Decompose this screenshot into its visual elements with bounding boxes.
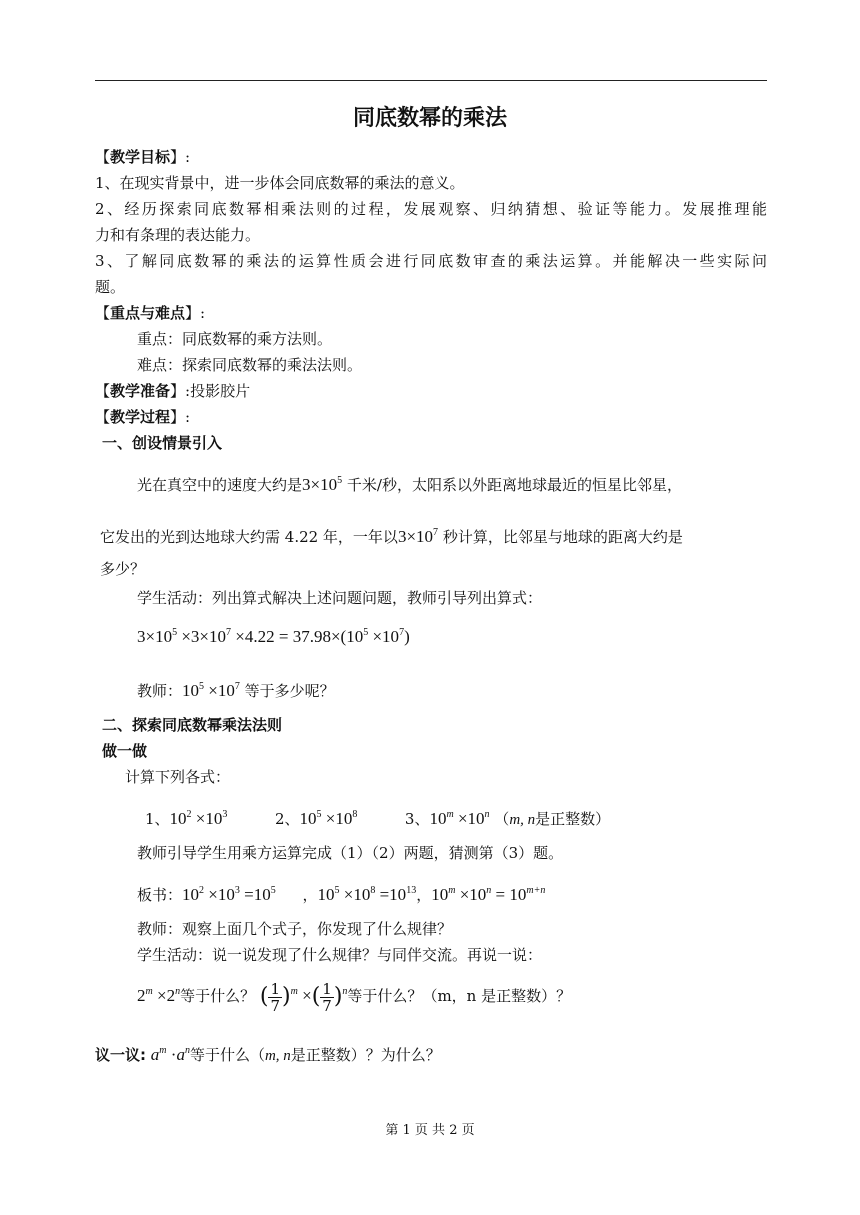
distance-equation: $3\times 10^5 \times 3\times 10^7 \times 4.22 = 37.98\times(10^5 \times 10^7)$ (137, 627, 410, 646)
board-work: 板书：$10^2 \times 10^3 =10^5$ ，$10^5 \times 10^8 =10^{13}$，$10^m \times 10^n = 10^{m+n}$ (137, 885, 546, 904)
page-title: 同底数幂的乘法 (352, 106, 507, 131)
intro-line-3: 多少？ (100, 560, 146, 578)
teacher-question-2: 教师：观察上面几个式子，你发现了什么规律？ (137, 920, 453, 938)
do-title: 做一做 (102, 742, 148, 760)
prep-line: 【教学准备】:投影胶片 (95, 382, 251, 400)
year-expr: $3\times 10^7$ (397, 527, 439, 546)
exercises: 1、$10^2 \times 10^3$ 2、$10^5 \times 10^8$ 3、$10^m \times 10^n$ （m, n是正整数） (145, 809, 611, 828)
difficult-point: 难点：探索同底数幂的乘法法则。 (137, 356, 363, 374)
discuss-line: 议一议: $a^m \cdot a^n$等于什么（m, n是正整数）？为什么？ (95, 1045, 441, 1064)
speed-expr: $3\times 10^5$ (302, 475, 343, 494)
key-point: 重点：同底数幂的乘方法则。 (137, 330, 333, 348)
prep-value: 投影胶片 (190, 382, 251, 400)
goal-2-line-1: 2、经历探索同底数幂相乘法则的过程，发展观察、归纳猜想、验证等能力。发展推理能 (95, 200, 767, 218)
section-1-title: 一、创设情景引入 (102, 434, 223, 452)
goal-1: 1、在现实背景中，进一步体会同底数幂的乘法的意义。 (95, 174, 465, 192)
teacher-guide: 教师引导学生用乘方运算完成（1）（2）两题，猜测第（3）题。 (137, 844, 564, 862)
goal-2-line-2: 力和有条理的表达能力。 (95, 226, 261, 244)
student-activity-2: 学生活动：说一说发现了什么规律？与同伴交流。再说一说： (137, 946, 543, 964)
power-questions: $2^m \times 2^n$等于什么？ ( $\frac{1}{7}$ )$^m$ ×( $\frac{1}{7}$ )$^n$等于什么？（m，n 是正整数）？ (137, 979, 572, 1015)
teacher-question-1: 教师：$10^5 \times 10^7$ 等于多少呢？ (137, 681, 335, 700)
header-rule (95, 80, 767, 81)
goals-header: 【教学目标】: (95, 148, 191, 166)
student-activity-1: 学生活动：列出算式解决上述问题问题，教师引导列出算式： (137, 589, 543, 607)
process-header: 【教学过程】: (95, 408, 191, 426)
page-footer: 第 1 页 共 2 页 (385, 1123, 475, 1138)
intro-line-2: 它发出的光到达地球大约需 4.22 年，一年以$3\times 10^7$ 秒计算，比邻星与地球的距离大约是 (100, 527, 683, 546)
key-header: 【重点与难点】: (95, 304, 206, 322)
section-2-title: 二、探索同底数幂乘法法则 (102, 716, 283, 734)
intro-line-1: 光在真空中的速度大约是$3\times 10^5$ 千米/秒，太阳系以外距离地球最近的恒星比邻星， (137, 475, 682, 494)
calc-prompt: 计算下列各式： (125, 768, 231, 786)
goal-3-line-1: 3、了解同底数幂的乘法的运算性质会进行同底数审查的乘法运算。并能解决一些实际问 (95, 252, 767, 270)
goal-3-line-2: 题。 (95, 278, 126, 296)
